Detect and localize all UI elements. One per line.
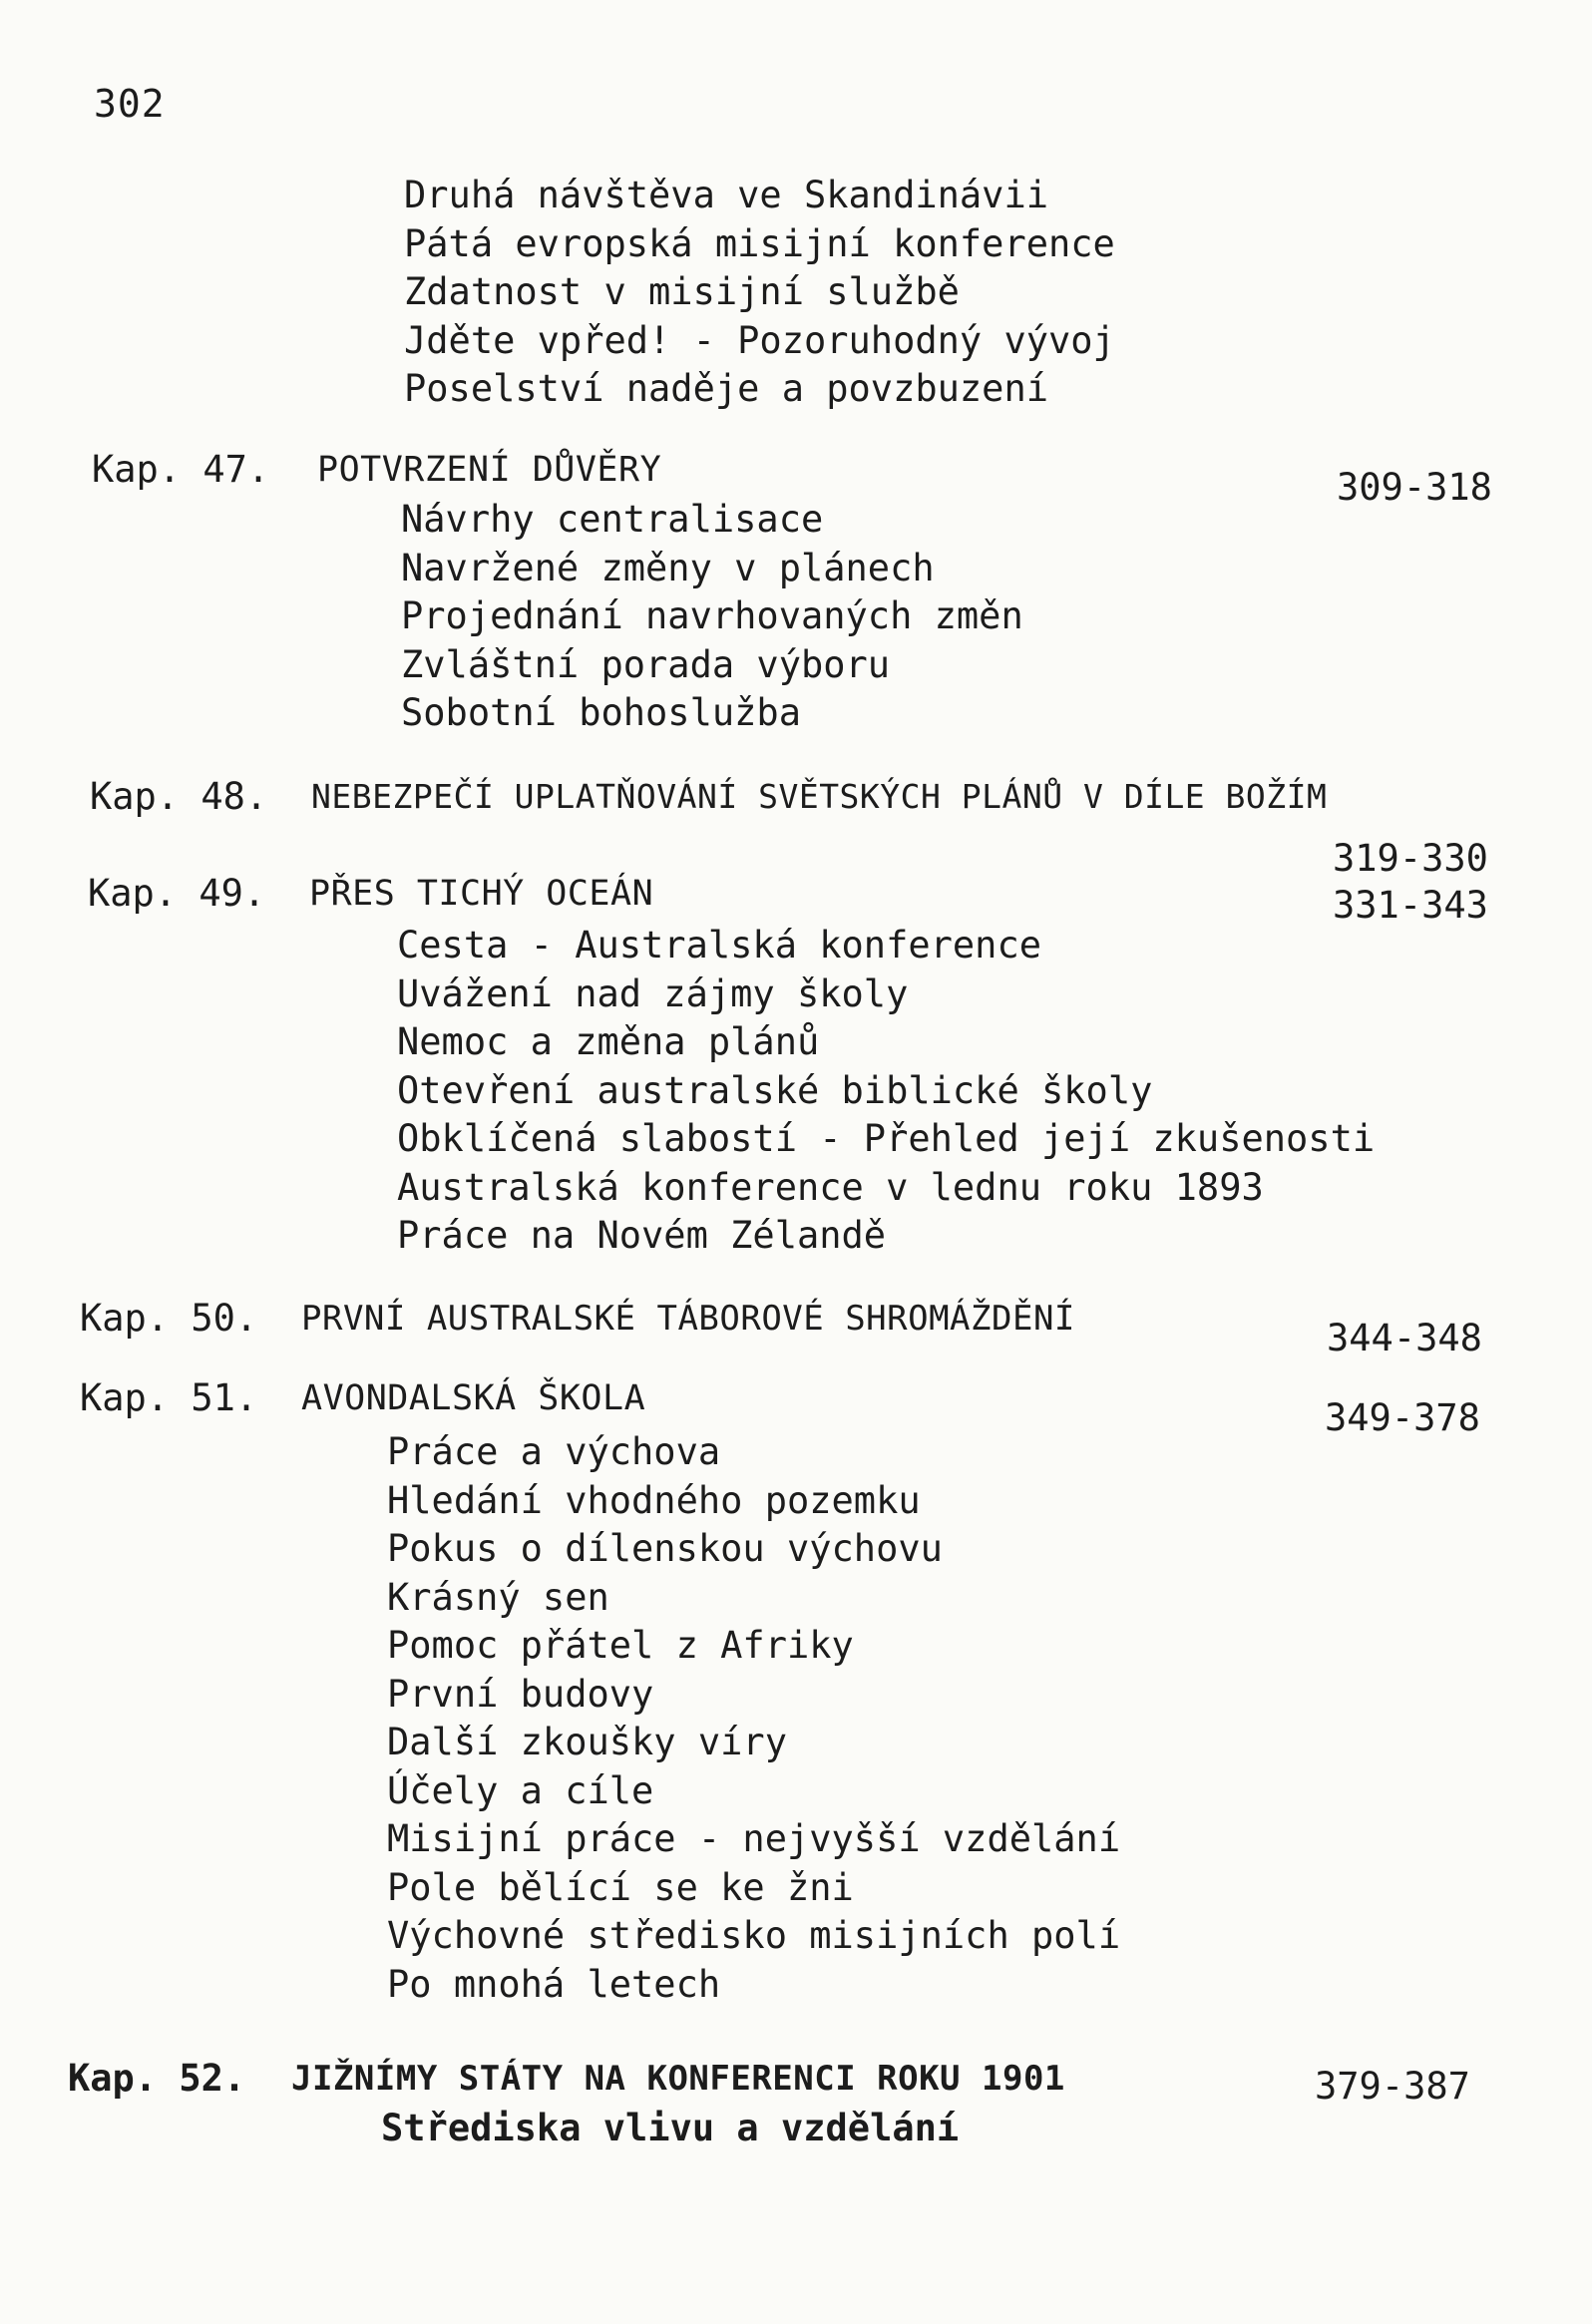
chapter-number: Kap. 52.: [68, 2057, 246, 2100]
subsection-line: Navržené změny v plánech: [401, 546, 935, 589]
subsection-line: Pokus o dílenskou výchovu: [387, 1527, 943, 1570]
subsection-line: Pátá evropská misijní konference: [404, 221, 1115, 265]
subsection-line: Další zkoušky víry: [387, 1721, 787, 1763]
subsection-line: Zvláštní porada výboru: [401, 642, 891, 686]
subsection-list: [397, 922, 1375, 1261]
chapter-pages: 319-330: [1333, 837, 1488, 880]
subsection-line: Po mnohá letech: [387, 1962, 721, 2006]
chapter-number: Kap. 47.: [92, 448, 270, 491]
subsection-line: Práce na Novém Zélandě: [397, 1214, 887, 1257]
chapter-title: PRVNÍ AUSTRALSKÉ TÁBOROVÉ SHROMÁŽDĚNÍ: [301, 1299, 1075, 1339]
chapter-pages: 379-387: [1315, 2065, 1470, 2108]
subsection-line: Střediska vlivu a vzdělání: [381, 2107, 960, 2149]
chapter-number: Kap. 50.: [80, 1297, 258, 1340]
chapter-pages: 309-318: [1337, 466, 1492, 509]
subsection-line: Výchovné středisko misijních polí: [387, 1914, 1121, 1957]
chapter-title: NEBEZPEČÍ UPLATŇOVÁNÍ SVĚTSKÝCH PLÁNŮ V DÍLE BOŽÍM: [311, 777, 1328, 816]
subsection-line: Hledání vhodného pozemku: [387, 1478, 921, 1522]
subsection-line: Sobotní bohoslužba: [401, 691, 801, 734]
subsection-line: Krásný sen: [387, 1575, 609, 1619]
subsection-list: [381, 2105, 959, 2153]
subsection-line: Zdatnost v misijní službě: [404, 270, 960, 313]
subsection-list: [387, 1428, 1120, 2009]
subsection-line: Jděte vpřed! - Pozoruhodný vývoj: [404, 318, 1115, 362]
subsection-line: Poselství naděje a povzbuzení: [404, 367, 1049, 410]
subsection-line: Nemoc a změna plánů: [397, 1020, 820, 1063]
subsection-list: [401, 496, 1023, 738]
chapter-title: JIŽNÍMY STÁTY NA KONFERENCI ROKU 1901: [291, 2059, 1065, 2099]
subsection-line: Pomoc přátel z Afriky: [387, 1624, 854, 1667]
subsection-line: První budovy: [387, 1672, 654, 1716]
page-number: 302: [94, 82, 166, 126]
chapter-number: Kap. 51.: [80, 1376, 258, 1419]
subsection-line: Účely a cíle: [387, 1768, 654, 1812]
chapter-pages: 344-348: [1327, 1317, 1482, 1359]
chapter-pages: 349-378: [1325, 1396, 1480, 1439]
subsection-line: Pole bělící se ke žni: [387, 1865, 854, 1909]
chapter-number: Kap. 48.: [90, 775, 268, 818]
subsection-line: Druhá návštěva ve Skandinávii: [404, 174, 1049, 216]
subsection-line: Otevření australské biblické školy: [397, 1068, 1153, 1112]
subsection-line: Cesta - Australská konference: [397, 924, 1042, 967]
subsection-line: Návrhy centralisace: [401, 498, 824, 541]
chapter-title: PŘES TICHÝ OCEÁN: [309, 874, 654, 914]
chapter-pages: 331-343: [1333, 884, 1488, 927]
subsection-line: Misijní práce - nejvyšší vzdělání: [387, 1817, 1121, 1860]
subsection-line: Uvážení nad zájmy školy: [397, 971, 909, 1015]
subsection-line: Práce a výchova: [387, 1430, 721, 1473]
chapter-title: POTVRZENÍ DŮVĚRY: [317, 450, 662, 490]
subsection-line: Australská konference v lednu roku 1893: [397, 1165, 1264, 1209]
subsection-line: Projednání navrhovaných změn: [401, 594, 1023, 637]
subsection-line: Obklíčená slabostí - Přehled její zkušenosti: [397, 1117, 1376, 1160]
chapter-number: Kap. 49.: [88, 872, 266, 915]
continued-subsections: [404, 172, 1115, 414]
chapter-title: AVONDALSKÁ ŠKOLA: [301, 1378, 646, 1418]
